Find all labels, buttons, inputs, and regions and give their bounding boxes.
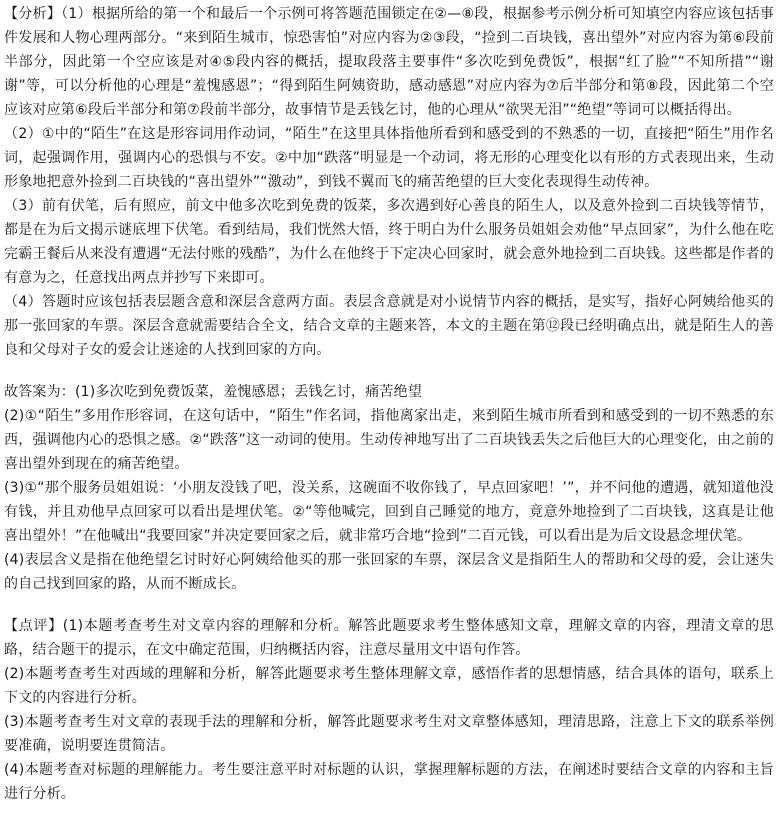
comment-section <box>4 614 774 806</box>
analysis-paragraph-4: （4）答题时应该包括表层题含意和深层含意两方面。表层含意就是对小说情节内容的概括，是实写，指好心阿姨给他买的那一张回家的车票。深层含意就需要结合全文，结合文章的主题来答，本文的主题在第⑫段已经明确点出，就是陌生人的善良和父母对子女的爱会让迷途的人找到回家的方向。 <box>4 294 774 358</box>
answer-line-2: (2)①“陌生”多用作形容词，在这句话中，“陌生”作名词，指他离家出走，来到陌生城市所看到和感受到的一切不熟悉的东西，强调他内心的恐惧之感。②“跌落”这一动词的使用。生动传神地写出了二百块钱丢失之后他巨大的心理变化，由之前的喜出望外到现在的痛苦绝望。 <box>4 408 774 472</box>
analysis-tag: 【分析】 <box>4 6 62 22</box>
comment-paragraph-2: (2)本题考查考生对西域的理解和分析，解答此题要求考生整体理解文章，感悟作者的思想情感，结合具体的语句，联系上下文的内容进行分析。 <box>4 666 774 706</box>
comment-paragraph-3: (3)本题考查考生对文章的表现手法的理解和分析，解答此题要求考生对文章整体感知，理清思路，注意上下文的联系举例要准确，说明要连贯简洁。 <box>4 714 774 754</box>
analysis-paragraph-1 <box>4 2 774 122</box>
answer-line-3: (3)①“那个服务员姐姐说：‘小朋友没钱了吧，没关系，这碗面不收你钱了，早点回家吧！’”，并不问他的遭遇，就知道他没有钱，并且劝他早点回家可以看出是埋伏笔。②“等他喊完，回到自己睡觉的地方，竟意外地捡到了二百块钱，这真是让他喜出望外！”在他喊出“我要回家”并决定要回家之后，就非常巧合地“捡到”二百元钱，可以看出是为后文设悬念埋伏笔。 <box>4 480 774 544</box>
comment-tag: 【点评】 <box>4 618 63 634</box>
analysis-paragraph-2: （2）①中的“陌生”在这是形容词用作动词，“陌生”在这里具体指他所看到和感受到的不熟悉的一切，直接把“陌生”用作名词，起强调作用，强调内心的恐惧与不安。②中加“跌落”明显是一个动词，将无形的心理变化以有形的方式表现出来，生动形象地把意外捡到二百块钱的“喜出望外”“激动”，到钱不翼而飞的痛苦绝望的巨大变化表现得生动传神。 <box>4 126 774 190</box>
comment-paragraph-4: (4)本题考查对标题的理解能力。考生要注意平时对标题的认识，掌握理解标题的方法，在阐述时要结合文章的内容和主旨进行分析。 <box>4 762 774 802</box>
answer-line-1: 故答案为：(1)多次吃到免费饭菜，羞愧感恩；丢钱乞讨，痛苦绝望 <box>4 384 423 400</box>
spacer <box>4 362 774 380</box>
answer-line-4: (4)表层含义是指在他绝望乞讨时好心阿姨给他买的那一张回家的车票，深层含义是指陌生人的帮助和父母的爱，会让迷失的自己找到回家的路，从而不断成长。 <box>4 552 774 592</box>
analysis-text-1: （1）根据所给的第一个和最后一个示例可将答题范围锁定在②—⑧段，根据参考示例分析可知填空内容应该包括事件发展和人物心理两部分。“来到陌生城市，惊恐害怕”对应内容为②③段，“捡到二百块钱，喜出望外”对应内容为第⑥段前半部分，因此第一个空应该是对④⑤段内容的概括，提取段落主要事件“多次吃到免费饭”，根据“红了脸”“不知所措”“谢谢”等，可以分析他的心理是“羞愧感恩”；“得到陌生阿姨资助，感动感恩”对应内容为⑦后半部分和第⑧段，因此第二个空应该对应第⑥段后半部分和第⑦段前半部分，故事情节是丢钱乞讨，他的心理从“欲哭无泪”“绝望”等词可以概括得出。 <box>4 6 774 118</box>
comment-text-1: (1)本题考查考生对文章内容的理解和分析。解答此题要求考生整体感知文章，理解文章的内容，理清文章的思路，结合题干的提示，在文中确定范围，归纳概括内容，注意尽量用文中语句作答。 <box>4 618 774 658</box>
comment-paragraph-1 <box>4 614 774 662</box>
analysis-paragraph-3: （3）前有伏笔，后有照应，前文中他多次吃到免费的饭菜，多次遇到好心善良的陌生人，以及意外捡到二百块钱等情节，都是在为后文揭示谜底埋下伏笔。看到结局，我们恍然大悟，终于明白为什么服务员姐姐会劝他“早点回家”，为什么他在吃完霸王餐后从来没有遭遇“无法付账的残酷”，为什么在他终于下定决心回家时，就会意外地捡到二百块钱。这些都是作者的有意为之，任意找出两点并抄写下来即可。 <box>4 198 774 286</box>
answer-section <box>4 380 774 596</box>
spacer <box>4 596 774 614</box>
analysis-section <box>4 2 774 362</box>
